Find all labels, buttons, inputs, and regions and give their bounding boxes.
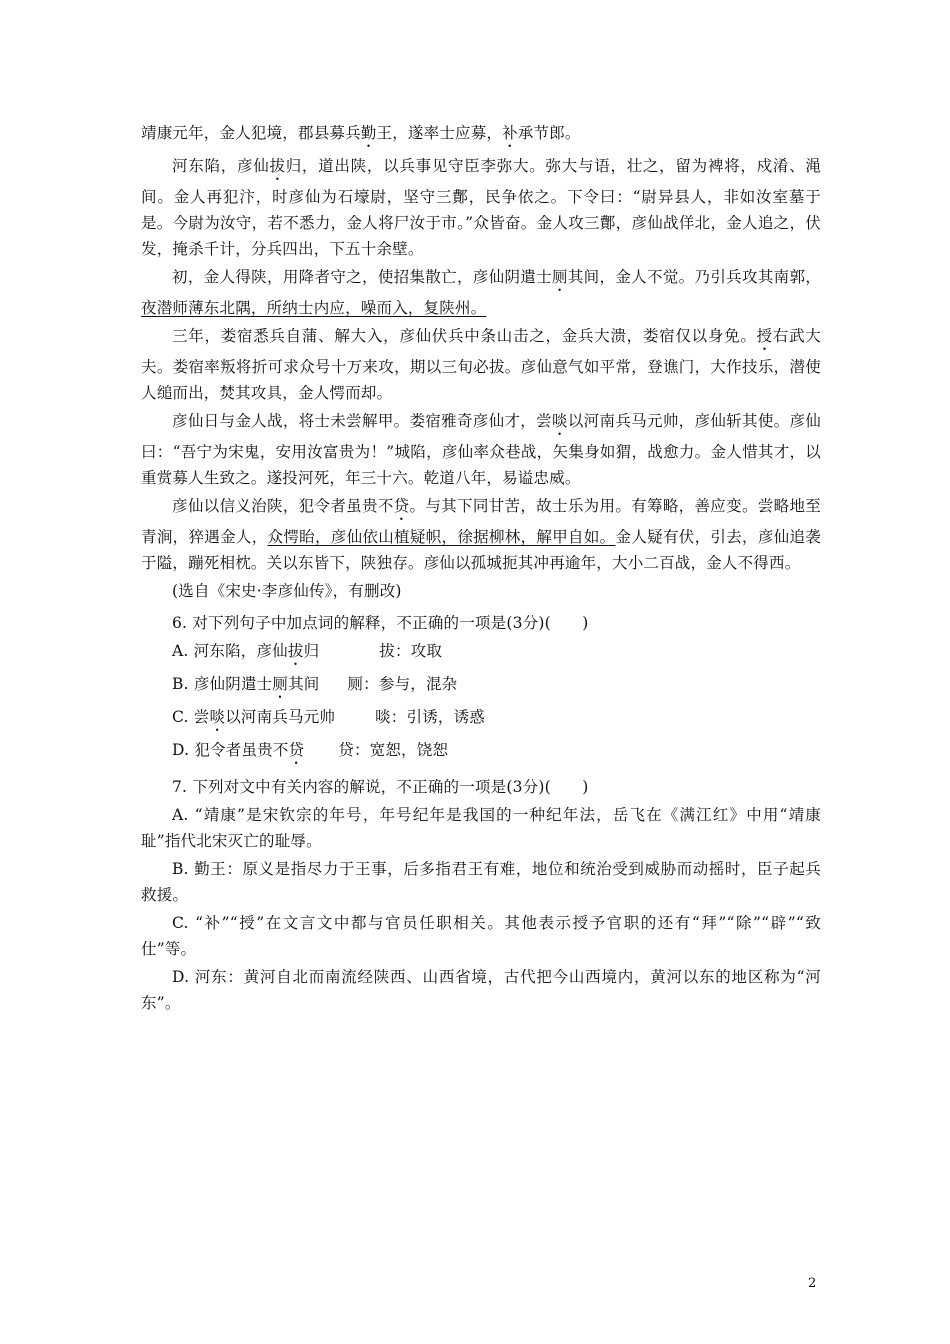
text-run: 彦仙日与金人战，将士未尝解甲。娄宿雅奇彦仙才，尝 bbox=[172, 412, 552, 430]
question-6-option-b bbox=[172, 671, 821, 702]
text-run: 河东陷，彦仙 bbox=[193, 642, 288, 660]
page-number: 2 bbox=[808, 1276, 817, 1291]
text-run: 归，道出陕，以兵事见守臣李弥大。弥大与语，壮之，留为裨将，戍淆、渑间。金人再犯汴，时彦仙为石壕尉，坚守三鄪，民争依之。下令曰：“尉异县人，非如汝室墓于是。今尉为汝守，若不悉力，金人将尸汝于市。”众皆奋。金人攻三鄪，彦仙战佯北，金人追之，伏发，掩杀千计，分兵四出，下五十余壁。 bbox=[141, 157, 822, 258]
underlined-sentence: 夜潜师薄东北隅，所纳士内应，噪而入，复陕州。 bbox=[141, 299, 487, 317]
question-7-option-b: B. 勤王：原义是指尽力于王事，后多指君王有难，地位和统治受到威胁而动摇时，臣子起兵救援。 bbox=[141, 860, 821, 904]
dotted-word: 贷 bbox=[288, 741, 305, 759]
dotted-word: 勤 bbox=[360, 124, 377, 142]
option-gloss: 啖：引诱，诱惑 bbox=[375, 708, 485, 726]
dotted-word: 拔 bbox=[287, 642, 304, 660]
question-7-option-c: C. “补”“授”在文言文中都与官员任职相关。其他表示授予官职的还有“拜”“除”“辟”“致仕”等。 bbox=[141, 914, 821, 958]
passage-paragraph-4 bbox=[141, 323, 821, 406]
text-run: 初，金人得陕，用降者守之，使招集散亡，彦仙阴遣士 bbox=[172, 268, 552, 286]
text-run: 。与其下同甘苦，故士乐为用。有筹略，善应变。尝略地至青涧，猝遇金人， bbox=[141, 497, 822, 546]
question-7-option-d: D. 河东：黄河自北而南流经陕西、山西省境，古代把今山西境内，黄河以东的地区称为“河东”。 bbox=[141, 968, 821, 1012]
question-6-option-a bbox=[172, 638, 821, 669]
text-run: 尝 bbox=[193, 708, 210, 726]
dotted-word: 厕 bbox=[551, 268, 568, 286]
option-gloss: 贷：宽恕，饶恕 bbox=[338, 741, 449, 759]
option-gloss: 厕：参与，混杂 bbox=[347, 675, 458, 693]
text-run: 承节郎。 bbox=[517, 124, 581, 142]
option-label: B. bbox=[172, 675, 189, 693]
dotted-word: 授 bbox=[756, 327, 773, 345]
underlined-sentence: 众愕眙，彦仙依山植疑帜，徐据柳林，解甲自如。 bbox=[267, 528, 616, 546]
passage-paragraph-2 bbox=[141, 153, 821, 262]
text-run: 靖康元年，金人犯境，郡县募兵 bbox=[141, 124, 361, 142]
passage-source: (选自《宋史·李彦仙传》，有删改) bbox=[172, 582, 402, 600]
question-7-stem: 7. 下列对文中有关内容的解说，不正确的一项是(3分)( ) bbox=[172, 778, 589, 796]
option-label: A. bbox=[172, 642, 189, 660]
question-6-stem: 6. 对下列句子中加点词的解释，不正确的一项是(3分)( ) bbox=[172, 614, 589, 632]
text-run: 三年，娄宿悉兵自蒲、解大入，彦仙伏兵中条山击之，金兵大溃，娄宿仅以身免。 bbox=[172, 327, 757, 345]
question-6-option-d bbox=[172, 737, 821, 768]
dotted-word: 厕 bbox=[272, 675, 289, 693]
dotted-word: 贷 bbox=[393, 497, 410, 515]
text-run: 归 bbox=[303, 642, 320, 660]
question-7-option-a: A. “靖康”是宋钦宗的年号，年号纪年是我国的一种纪年法，岳飞在《满江红》中用“靖康耻”指代北宋灭亡的耻辱。 bbox=[141, 806, 821, 850]
text-run: 犯令者虽贵不 bbox=[194, 741, 289, 759]
dotted-word: 补 bbox=[502, 124, 518, 142]
text-run: 其间，金人不觉。乃引兵攻其南郭， bbox=[567, 268, 822, 286]
option-label: D. bbox=[172, 741, 190, 759]
text-run: 彦仙阴遣士 bbox=[193, 675, 273, 693]
option-gloss: 拔：攻取 bbox=[379, 642, 443, 660]
passage-paragraph-6 bbox=[141, 493, 821, 576]
text-run: 河东陷，彦仙 bbox=[172, 157, 270, 175]
text-run: 金人疑有伏，引去，彦仙追袭于隘，蹦死相枕。关以东皆下，陕独存。彦仙以孤城扼其冲再逾年，大小二百战，金人不得西。 bbox=[141, 528, 821, 572]
question-6-option-c bbox=[172, 704, 821, 735]
dotted-word: 拔 bbox=[269, 157, 286, 175]
passage-paragraph-5 bbox=[141, 408, 821, 491]
text-run: 以河南兵马元帅 bbox=[225, 708, 336, 726]
text-run: 王，遂率士应募， bbox=[376, 124, 503, 142]
text-run: 右武大夫。娄宿率叛将折可求众号十万来攻，期以三旬必拔。彦仙意气如平常，登谯门，大作技乐，潜使人缒而出，焚其攻具，金人愕而却。 bbox=[141, 327, 822, 402]
passage-paragraph-3 bbox=[141, 264, 821, 321]
option-label: C. bbox=[172, 708, 189, 726]
text-run: 其间 bbox=[288, 675, 320, 693]
document-content bbox=[141, 120, 821, 1018]
text-run: 彦仙以信义治陕，犯令者虽贵不 bbox=[172, 497, 394, 515]
text-run: 以河南兵马元帅，彦仙斩其使。彦仙曰：“吾宁为宋鬼，安用汝富贵为！”城陷，彦仙率众巷战，矢集身如猬，战愈力。金人惜其才，以重赏募人生致之。遂投河死，年三十六。乾道八年，易谥忠威。 bbox=[141, 412, 822, 487]
passage-paragraph-1 bbox=[141, 120, 821, 151]
dotted-word: 啖 bbox=[209, 708, 226, 726]
dotted-word: 啖 bbox=[551, 412, 568, 430]
